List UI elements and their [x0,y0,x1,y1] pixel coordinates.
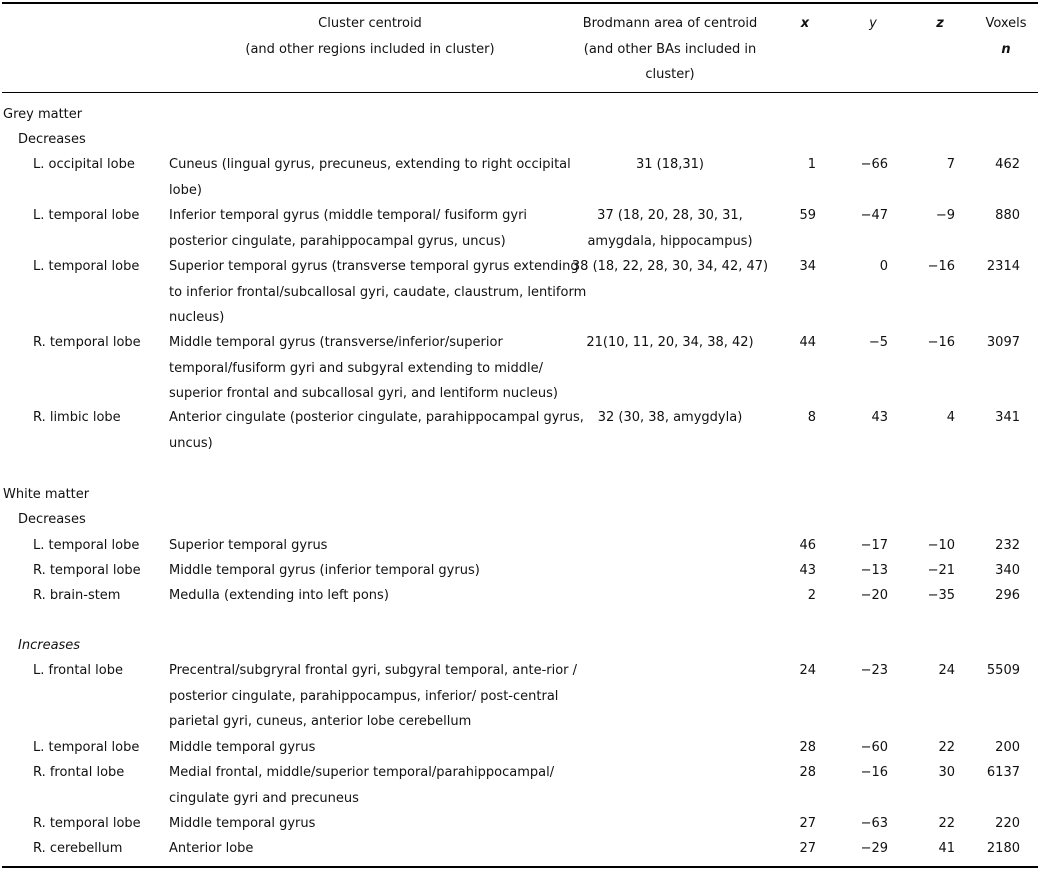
row-voxels: 2314 [986,259,1020,274]
row-description: Inferior temporal gyrus (middle temporal/ fusiform gyri posterior cingulate, parahippocampal gyrus, uncus) [169,208,528,249]
row-z: −16 [927,259,955,274]
row-x: 24 [799,663,816,678]
row-region: R. cerebellum [33,841,123,856]
row-region: L. temporal lobe [33,740,140,755]
row-voxels: 462 [995,157,1020,172]
row-y: −23 [860,663,888,678]
row-z: −10 [927,538,955,553]
row-x: 1 [807,157,816,172]
row-description: Superior temporal gyrus (transverse temporal gyrus extending to inferior frontal/subcallosal gyri, caudate, claustrum, lentiform nucleus) [169,259,587,325]
row-y: −63 [860,816,888,831]
header-ba-line2: (and other BAs included in [583,41,757,57]
row-description: Anterior lobe [169,841,254,856]
row-y: −66 [860,157,888,172]
header-rule [2,92,1038,93]
row-z: 7 [946,157,955,172]
row-x: 28 [799,765,816,780]
row-y: −47 [860,208,888,223]
row-region: L. frontal lobe [33,663,123,678]
header-cluster-line1: Cluster centroid [318,16,422,31]
header-brodmann-area [570,11,770,88]
row-x: 44 [799,335,816,350]
table-bottom-rule [2,866,1038,868]
header-voxels-line1: Voxels [985,16,1027,31]
row-voxels: 3097 [986,335,1020,350]
row-voxels: 5509 [986,663,1020,678]
row-voxels: 296 [995,588,1020,603]
subsection-grey-decreases: Decreases [18,132,86,147]
subsection-white-increases: Increases [18,638,81,653]
row-region: R. limbic lobe [33,410,121,425]
row-region: R. frontal lobe [33,765,125,780]
section-grey-matter: Grey matter [3,107,83,122]
row-region: R. brain-stem [33,588,121,603]
row-description: Middle temporal gyrus (inferior temporal gyrus) [169,563,480,578]
header-ba-line1: Brodmann area of centroid [582,16,758,31]
row-region: L. temporal lobe [33,259,140,274]
row-x: 34 [799,259,816,274]
row-x: 46 [799,538,816,553]
row-region: L. temporal lobe [33,208,140,223]
row-description: Superior temporal gyrus [169,538,328,553]
header-cluster-line2: (and other regions included in cluster) [245,41,495,57]
row-description: Middle temporal gyrus (transverse/inferior/superior temporal/fusiform gyri and subgyral extending to middle/ superior frontal and subcallosal gyri, and lentiform nucleus) [169,335,558,401]
row-z: 22 [938,740,955,755]
row-region: L. occipital lobe [33,157,135,172]
row-description: Cuneus (lingual gyrus, precuneus, extending to right occipital lobe) [169,157,571,198]
header-ba-line3: cluster) [645,67,695,82]
row-x: 59 [799,208,816,223]
row-z: 22 [938,816,955,831]
row-voxels: 220 [995,816,1020,831]
row-z: −21 [927,563,955,578]
row-x: 8 [807,410,816,425]
row-region: L. temporal lobe [33,538,140,553]
row-y: 43 [871,410,888,425]
header-voxels [975,11,1037,62]
row-z: −16 [927,335,955,350]
row-description: Precentral/subgryral frontal gyri, subgyral temporal, ante-rior / posterior cingulate, parahippocampus, inferior/ post-central parietal gyri, cuneus, anterior lobe cerebellum [169,663,578,729]
row-voxels: 200 [995,740,1020,755]
row-y: −5 [868,335,888,350]
row-voxels: 340 [995,563,1020,578]
row-x: 27 [799,816,816,831]
header-z: z [936,16,944,31]
row-y: −60 [860,740,888,755]
row-brodmann: 31 (18,31) [635,157,705,172]
row-y: −17 [860,538,888,553]
row-voxels: 232 [995,538,1020,553]
row-voxels: 341 [995,410,1020,425]
row-z: 30 [938,765,955,780]
row-voxels: 2180 [986,841,1020,856]
row-description: Medial frontal, middle/superior temporal/parahippocampal/ cingulate gyri and precuneus [169,765,555,806]
table-top-rule [2,2,1038,4]
row-z: 24 [938,663,955,678]
row-description: Anterior cingulate (posterior cingulate, parahippocampal gyrus, uncus) [169,410,584,451]
row-brodmann: 32 (30, 38, amygdyla) [597,410,743,425]
row-z: 4 [946,410,955,425]
row-y: −20 [860,588,888,603]
row-x: 28 [799,740,816,755]
row-description: Middle temporal gyrus [169,816,316,831]
row-x: 2 [807,588,816,603]
row-brodmann: 37 (18, 20, 28, 30, 31, amygdala, hippocampus) [587,208,753,249]
row-z: −9 [935,208,955,223]
row-brodmann: 21(10, 11, 20, 34, 38, 42) [586,335,754,350]
row-z: −35 [927,588,955,603]
row-region: R. temporal lobe [33,816,141,831]
row-y: −16 [860,765,888,780]
subsection-white-decreases: Decreases [18,512,86,527]
row-description: Medulla (extending into left pons) [169,588,389,603]
header-voxels-line2: n [1001,41,1011,57]
header-cluster-centroid [205,11,535,62]
header-y: y [869,16,877,31]
row-voxels: 880 [995,208,1020,223]
row-x: 43 [799,563,816,578]
row-y: 0 [879,259,888,274]
row-region: R. temporal lobe [33,563,141,578]
row-description: Middle temporal gyrus [169,740,316,755]
row-z: 41 [938,841,955,856]
row-region: R. temporal lobe [33,335,141,350]
row-y: −13 [860,563,888,578]
row-x: 27 [799,841,816,856]
row-y: −29 [860,841,888,856]
section-white-matter: White matter [3,487,90,502]
row-voxels: 6137 [986,765,1020,780]
header-x: x [800,16,810,31]
row-brodmann: 38 (18, 22, 28, 30, 34, 42, 47) [571,259,769,274]
